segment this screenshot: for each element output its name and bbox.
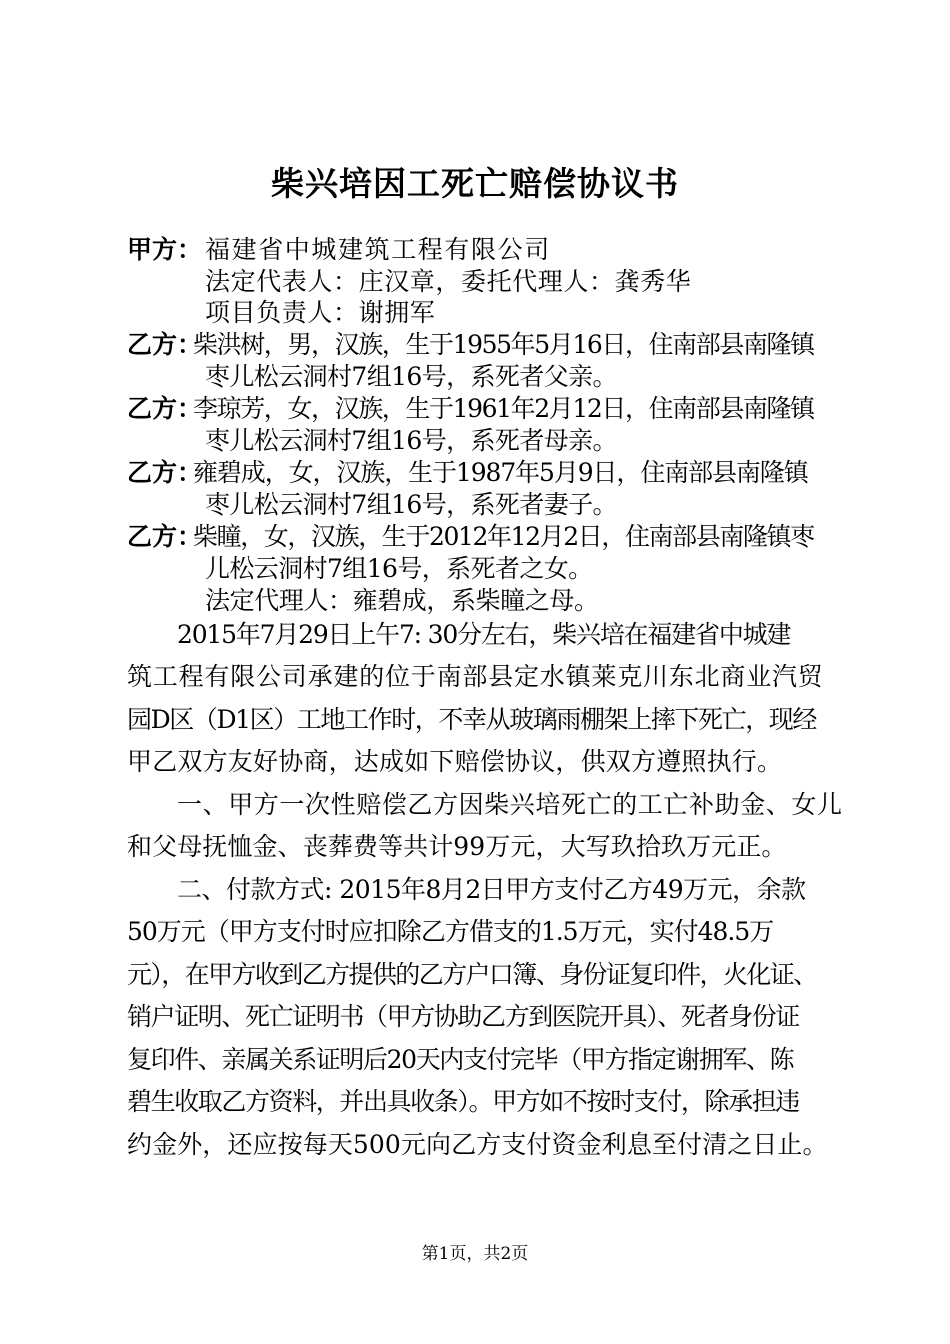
clause-one-line: 一、甲方一次性赔偿乙方因柴兴培死亡的工亡补助金、女儿	[177, 790, 843, 819]
party-a-company: 福建省中城建筑工程有限公司	[205, 235, 551, 264]
party-b-father-line1: 柴洪树，男，汉族，生于1955年5月16日，住南部县南隆镇	[193, 330, 814, 359]
paragraph-incident-line: 园D区（D1区）工地工作时，不幸从玻璃雨棚架上摔下死亡，现经	[127, 705, 816, 734]
party-b-label: 乙方：	[127, 522, 203, 551]
party-b-mother-line1: 李琼芳，女，汉族，生于1961年2月12日，住南部县南隆镇	[193, 394, 814, 423]
document-title: 柴兴培因工死亡赔偿协议书	[271, 164, 679, 203]
clause-two-line: 碧生收取乙方资料，并出具收条）。甲方如不按时支付，除承担违	[127, 1087, 799, 1116]
party-b-wife-line2: 枣儿松云洞村7组16号，系死者妻子。	[205, 490, 617, 519]
party-b-guardian-line: 法定代理人：雍碧成，系柴瞳之母。	[205, 586, 599, 615]
clause-two-line: 元），在甲方收到乙方提供的乙方户口簿、身份证复印件，火化证、	[127, 960, 817, 989]
party-b-mother-line2: 枣儿松云洞村7组16号，系死者母亲。	[205, 426, 617, 455]
party-b-label: 乙方：	[127, 330, 203, 359]
party-a-manager: 项目负责人：谢拥军	[205, 298, 436, 327]
party-b-daughter-line2: 儿松云洞村7组16号，系死者之女。	[205, 554, 593, 583]
clause-two-line: 复印件、亲属关系证明后20天内支付完毕（甲方指定谢拥军、陈	[127, 1045, 794, 1074]
clause-two-line: 销户证明、死亡证明书（甲方协助乙方到医院开具）、死者身份证	[127, 1002, 799, 1031]
clause-two-line: 50万元（甲方支付时应扣除乙方借支的1.5万元，实付48.5万	[127, 917, 774, 946]
party-b-label: 乙方：	[127, 458, 203, 487]
party-b-daughter-line1: 柴瞳，女，汉族，生于2012年12月2日，住南部县南隆镇枣	[193, 522, 814, 551]
party-b-label: 乙方：	[127, 394, 203, 423]
clause-two-line: 二、付款方式: 2015年8月2日甲方支付乙方49万元，余款	[177, 875, 806, 904]
paragraph-incident-line: 甲乙双方友好协商，达成如下赔偿协议，供双方遵照执行。	[127, 747, 783, 776]
party-a-representative: 法定代表人：庄汉章，委托代理人：龚秀华	[205, 267, 692, 296]
clause-one-line: 和父母抚恤金、丧葬费等共计99万元，大写玖拾玖万元正。	[127, 832, 787, 861]
party-b-wife-line1: 雍碧成，女，汉族，生于1987年5月9日，住南部县南隆镇	[193, 458, 808, 487]
party-a-label: 甲方：	[127, 235, 203, 264]
clause-two-line: 约金外，还应按每天500元向乙方支付资金利息至付清之日止。	[127, 1130, 828, 1159]
paragraph-incident-line: 2015年7月29日上午7: 30分左右，柴兴培在福建省中城建	[177, 620, 791, 649]
party-b-father-line2: 枣儿松云洞村7组16号，系死者父亲。	[205, 362, 617, 391]
paragraph-incident-line: 筑工程有限公司承建的位于南部县定水镇莱克川东北商业汽贸	[127, 662, 824, 691]
page-footer: 第1页，共2页	[421, 1244, 529, 1264]
